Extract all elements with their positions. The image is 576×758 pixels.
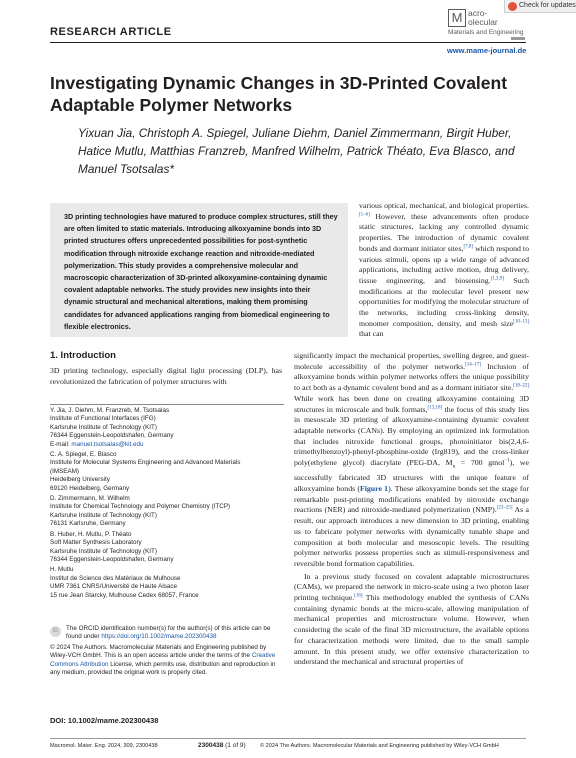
- check-updates-button[interactable]: [504, 0, 576, 13]
- abstract-box: [50, 203, 348, 337]
- license-link[interactable]: Creative Commons Attribution: [50, 652, 276, 668]
- affiliation-line: Karlsruhe Institute of Technology (KIT): [50, 511, 157, 519]
- footer-citation: Macromol. Mater. Eng. 2024, 309, 2300438: [50, 743, 158, 749]
- affiliation-line: (IMSEAM): [50, 467, 80, 475]
- affiliation-block: [50, 451, 284, 493]
- header-rule: [50, 42, 526, 43]
- section-heading: 1. Introduction: [50, 350, 116, 361]
- affiliation-line: C. A. Spiegel, E. Blasco: [50, 451, 117, 459]
- paragraph: significantly impact the mechanical properties, swelling degree, and guest-molecule accessibility of the polymer networks.[14–17] Inclusion of alkoxyamine bonds within polymer networks offers the unique possibility to act both as a dynamic covalent bond and as a dormant initiator site.[18–22] While work has been done on creating alkoxyamine containing 3D structures in microscale and bulk formats,[13,18] the focus of this study lies in mesoscale 3D printing of alkoxyamine-containing dynamic covalent adaptable networks (CANs). By employing an optimized ink formulation that includes nitroxide functional groups, photoinitiator bis(2,4,6-trimethylbenzoyl)-phenyl-phosphine-oxide (Irg819), and the cross-linker poly(ethylene glycol) diacrylate (PEG-DA, $M_n = 700$ gmol$^{-1}$), we successfully fabricated 3D structures with the unique feature of alkoxyamine bonds (Figure 1). These alkoxyamine bonds set the stage for remarkable post-printing modifications enabled by nitroxide exchange reactions (NER) and nitroxide-mediated polymerization (NMP).[23–25] As a result, our approach introduces a new dimension to 3D printing, enabling us to fabricate polymer networks with dynamically tunable shape and composition at both molecular and mesoscopic levels. The resulting polymer networks possess properties such as stimuli-responsiveness and reversible bond formation capabilities.: [294, 351, 530, 568]
- affiliation-line: 15 rue Jean Starcky, Mulhouse Cedex 68057, France: [50, 591, 199, 599]
- affiliation-line: Karlsruhe Institute of Technology (KIT): [50, 547, 157, 555]
- citation-ref[interactable]: [10–13]: [513, 319, 529, 325]
- affiliations: [50, 407, 284, 602]
- citation-ref[interactable]: [1,3,9]: [490, 276, 504, 282]
- citation-ref[interactable]: [16]: [354, 593, 363, 599]
- citation-ref[interactable]: [18–22]: [513, 383, 529, 389]
- intro-paragraph: 3D printing technology, especially digital light processing (DLP), has revolutionized the fabrication of polymer structures with: [50, 366, 282, 386]
- footer-rule: [50, 738, 526, 739]
- orcid-icon: iD: [50, 626, 61, 637]
- abstract-text: 3D printing technologies have matured to produce complex structures, still they are often limited to static materials. Introducing alkoxyamine bonds into 3D printed structures offers unprecedented possibilities for post-synthetic modification through nitroxide exchange reaction and nitroxide-mediated polymerization. This study provides a comprehensive molecular and macroscopic characterization of 3D-printed alkoxyamine-containing dynamic covalent adaptable networks. The study provides new insights into their dynamic structural and mechanical alterations, making them promising candidates for advanced applications ranging from biomedical engineering to flexible electronics.: [64, 212, 338, 331]
- right-column-main: [294, 351, 529, 668]
- section-label: RESEARCH ARTICLE: [50, 26, 172, 38]
- email-link[interactable]: manuel.tsotsalas@kit.edu: [71, 440, 144, 448]
- orcid-note: iD The ORCID identification number(s) for the author(s) of this article can be found under https://doi.org/10.1002/mame.202300438: [50, 625, 284, 642]
- check-updates-icon: [508, 2, 517, 11]
- affiliation-line: 76344 Eggenstein-Leopoldshafen, Germany: [50, 432, 174, 440]
- citation-ref[interactable]: [23–25]: [496, 505, 513, 511]
- affiliation-line: 69120 Heidelberg, Germany: [50, 484, 130, 492]
- affiliation-line: Heidelberg University: [50, 476, 110, 484]
- affiliation-line: D. Zimmermann, M. Wilhelm: [50, 495, 130, 503]
- affiliation-line: Institute for Chemical Technology and Polymer Chemistry (ITCP): [50, 503, 231, 511]
- affiliation-block: [50, 566, 284, 600]
- affiliation-block: [50, 531, 284, 565]
- affiliation-line: Soft Matter Synthesis Laboratory: [50, 539, 142, 547]
- figure-link[interactable]: Figure 1: [359, 483, 389, 493]
- citation-ref[interactable]: [7,8]: [463, 244, 474, 250]
- license-note: © 2024 The Authors. Macromolecular Materials and Engineering published by Wiley-VCH GmbH. This is an open access article under the terms of the Creative Commons Attribution License, which permits use, distribution and reproduction in any medium, provided the original work is properly cited.: [50, 644, 276, 677]
- paragraph: In a previous study focused on covalent adaptable microstructures (CAMs), we prepared the network in micro-scale using a two photon laser printing technique.[16] This methodology enabled the synthesis of CANs containing dynamic bonds at the micro-scale, allowing manipulation of mechanical properties and microstructure volume. However, when considering the scale of the final 3D microstructure, the available options for characterization methods were limited, due to the small sample amount. In this present study, we offer extensive characterization to understand the mechanical and structural properties of: [294, 571, 529, 667]
- paragraph: various optical, mechanical, and biological properties.[1–6] However, these advancements often produce static structures, lacking any controlled dynamic properties. The introduction of dynamic covalent bonds and dormant initiator sites,[7,8] which respond to various stimuli, opens up a wide range of advanced applications, including active motion, drug delivery, tissue engineering, and biosensing.[1,3,9] Such modifications at the molecular level present new opportunities for modifying the molecular structure of the networks, including cross-linking density, monomer composition, density, and mesh size[10–13] that can: [359, 201, 529, 339]
- affiliation-line: Institute of Functional Interfaces (IFG): [50, 415, 156, 423]
- affiliation-block: [50, 407, 284, 449]
- footer-copyright: © 2024 The Authors. Macromolecular Materials and Engineering published by Wiley-VCH GmbH: [260, 743, 499, 749]
- affiliation-line: Institute for Molecular Systems Engineering and Advanced Materials: [50, 459, 241, 467]
- affiliation-block: [50, 495, 284, 529]
- affiliation-line: H. Mutlu: [50, 566, 74, 574]
- affiliation-line: 76131 Karlsruhe, Germany: [50, 520, 126, 528]
- affiliation-divider: [50, 404, 284, 405]
- footer-page: 2300438 (1 of 9): [198, 742, 246, 749]
- affiliation-line: Y. Jia, J. Diehm, M. Franzreb, M. Tsotsalas: [50, 407, 170, 414]
- article-title: Investigating Dynamic Changes in 3D-Printed Covalent Adaptable Polymer Networks: [50, 73, 508, 115]
- journal-url-link[interactable]: www.mame-journal.de: [447, 46, 527, 55]
- check-updates-label: Check for updates: [519, 2, 576, 9]
- email-line: E-mail: manuel.tsotsalas@kit.edu: [50, 440, 144, 448]
- affiliation-line: UMR 7361 CNRS/Université de Haute Alsace: [50, 583, 178, 591]
- affiliation-line: Karlsruhe Institute of Technology (KIT): [50, 423, 157, 431]
- affiliation-line: 76344 Eggenstein-Leopoldshafen, Germany: [50, 555, 174, 563]
- right-column-top: [359, 201, 529, 340]
- citation-ref[interactable]: [13,18]: [427, 404, 443, 410]
- citation-ref[interactable]: [1–6]: [359, 212, 370, 218]
- citation-ref[interactable]: [14–17]: [465, 362, 481, 368]
- affiliation-line: B. Huber, H. Mutlu, P. Théato: [50, 530, 132, 538]
- logo-m-box: M: [448, 9, 466, 27]
- logo-line-3: Materials and Engineering: [448, 29, 524, 36]
- orcid-link[interactable]: https://doi.org/10.1002/mame.202300438: [101, 633, 217, 641]
- doi: DOI: 10.1002/mame.202300438: [50, 716, 159, 725]
- logo-line-2: olecular: [468, 17, 498, 27]
- page-header: [0, 0, 576, 62]
- open-access-badge: [511, 37, 525, 40]
- author-list: Yixuan Jia, Christoph A. Spiegel, Juliane Diehm, Daniel Zimmermann, Birgit Huber, Hatice Mutlu, Matthias Franzreb, Manfred Wilhelm, Patrick Théato, Eva Blasco, and Manuel Tsotsalas*: [78, 126, 515, 176]
- logo-line-1: acro-: [468, 8, 488, 18]
- affiliation-line: Institut de Science des Matériaux de Mulhouse: [50, 574, 181, 582]
